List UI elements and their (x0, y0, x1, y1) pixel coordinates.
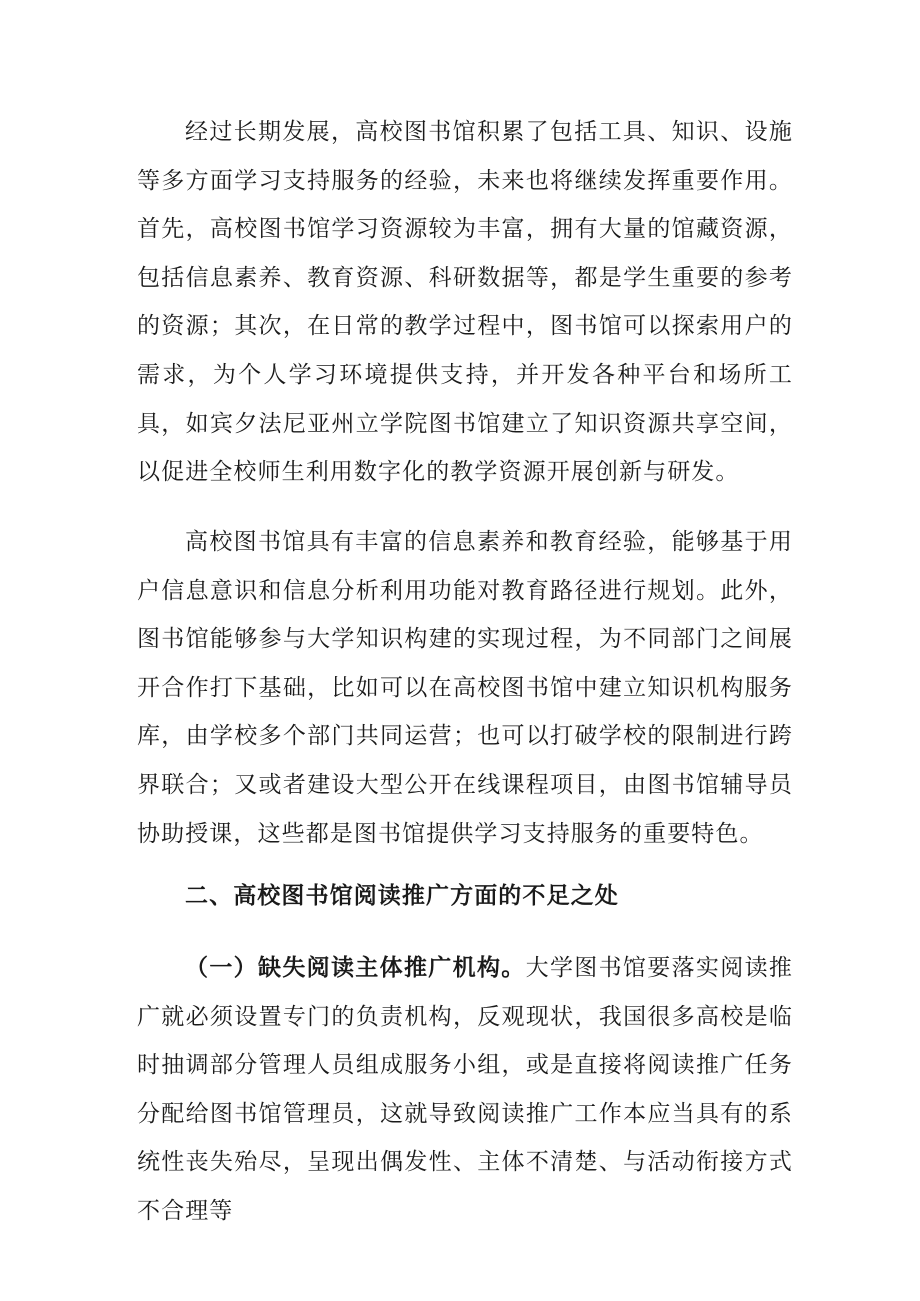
paragraph-body-text: 大学图书馆要落实阅读推广就必须设置专门的负责机构，反观现状，我国很多高校是临时抽调部分管理人员组成服务小组，或是直接将阅读推广任务分配给图书馆管理员，这就导致阅读推广工作本应当具有的系统性丧失殆尽，呈现出偶发性、主体不清楚、与活动衔接方式不合理等 (137, 955, 793, 1224)
paragraph-lead-title: （一）缺失阅读主体推广机构。 (185, 955, 526, 981)
body-paragraph: 高校图书馆具有丰富的信息素养和教育经验，能够基于用户信息意识和信息分析利用功能对教育路径进行规划。此外，图书馆能够参与大学知识构建的实现过程，为不同部门之间展开合作打下基础，比如可以在高校图书馆中建立知识机构服务库，由学校多个部门共同运营；也可以打破学校的限制进行跨界联合；又或者建设大型公开在线课程项目，由图书馆辅导员协助授课，这些都是图书馆提供学习支持服务的重要特色。 (137, 529, 793, 847)
body-paragraph: 经过长期发展，高校图书馆积累了包括工具、知识、设施等多方面学习支持服务的经验，未来也将继续发挥重要作用。首先，高校图书馆学习资源较为丰富，拥有大量的馆藏资源，包括信息素养、教育资源、科研数据等，都是学生重要的参考的资源；其次，在日常的教学过程中，图书馆可以探索用户的需求，为个人学习环境提供支持，并开发各种平台和场所工具，如宾夕法尼亚州立学院图书馆建立了知识资源共享空间，以促进全校师生利用数字化的教学资源开展创新与研发。 (137, 119, 793, 486)
section-heading: 二、高校图书馆阅读推广方面的不足之处 (185, 883, 619, 909)
body-paragraph (137, 944, 793, 1236)
